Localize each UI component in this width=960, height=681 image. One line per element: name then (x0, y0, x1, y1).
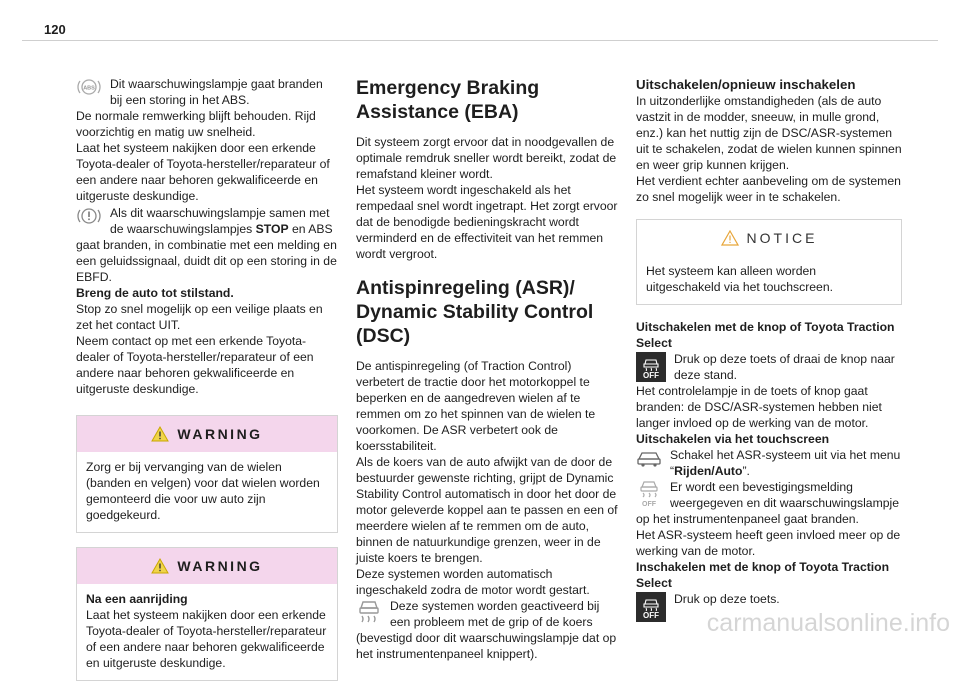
notice-box (636, 219, 902, 305)
warning-box-wheels (76, 415, 338, 533)
eba-title: Emergency Braking Assistance (EBA) (356, 77, 540, 123)
contact-dealer-text: Neem contact op met een erkende Toyota-dealer of Toyota-hersteller/reparateur of een andere naar behoren gekwalificeerde en uitgeruste deskundige. (76, 334, 314, 396)
off-label: OFF (643, 611, 659, 620)
normal-braking-text: De normale remwerking blijft behouden. Rijd voorzichtig en matig uw snelheid. (76, 109, 316, 139)
warning-body (77, 584, 337, 680)
svg-text:OFF: OFF (642, 501, 656, 508)
warning-header (77, 416, 337, 452)
collision-heading: Na een aanrijding (86, 592, 188, 606)
column-left (76, 76, 338, 681)
car-icon (636, 448, 662, 468)
notice-triangle-icon (721, 230, 739, 246)
abs-warning-item (76, 76, 338, 108)
notice-header (637, 220, 901, 256)
notice-title: NOTICE (746, 230, 818, 246)
ebfd-text-post: en ABS gaat branden, in combinatie met een melding en een geluidssignaal, duidt dit op een storing in de EBFD. (76, 222, 337, 284)
traction-off-warning-icon (636, 480, 662, 508)
page-number: 120 (44, 22, 66, 37)
disable-section-title: Uitschakelen/opnieuw inschakelen (636, 77, 856, 92)
enable-text: Druk op deze toets. (674, 592, 780, 606)
asr-title: Antispinregeling (ASR)/ Dynamic Stability Control (DSC) (356, 277, 594, 347)
column-right (636, 76, 902, 622)
eba-paragraph-1: Dit systeem zorgt ervoor dat in noodgevallen de optimale remdruk sneller wordt bereikt, zodat de remafstand kleiner wordt. (356, 135, 617, 181)
stop-label: STOP (255, 222, 289, 236)
abs-paragraph: Dit waarschuwingslampje gaat branden bij een storing in het ABS. (110, 77, 323, 107)
traction-off-icon (636, 352, 666, 382)
asr-paragraph-4: Deze systemen worden geactiveerd bij een probleem met de grip of de koers (bevestigd door dit waarschuwingslampje dat op het instrumentenpaneel knippert). (356, 599, 617, 661)
touch-text-pre: Schakel het ASR-systeem uit via het menu “ (670, 448, 901, 478)
disable-paragraph-1: In uitzonderlijke omstandigheden (als de auto vastzit in de modder, sneeuw, in mulle grond, enz.) kan het nuttig zijn de DSC/ASR-systemen uit te schakelen, zodat de wielen kunnen spinnen en weer grip kunnen krijgen. (636, 94, 902, 172)
touch-text-post: ”. (742, 464, 750, 478)
abs-warning-icon (76, 77, 102, 97)
column-middle (356, 76, 620, 662)
header-rule (22, 40, 938, 41)
stop-heading: Breng de auto tot stilstand. (76, 286, 234, 300)
traction-off-icon (636, 592, 666, 622)
confirm-text: Er wordt een bevestigingsmelding weergegeven en dit waarschuwingslampje op het instrumentenpaneel gaat branden. (636, 480, 899, 526)
asr-paragraph-1: De antispinregeling (of Traction Control) verbetert de tractie door het motorkoppel te beperken en de aangedreven wielen af te remmen om zo het spinnen van de wielen te voorkomen. De ASR verbetert ook de koersstabiliteit. (356, 359, 596, 453)
knob-text: Druk op deze toets of draai de knop naar deze stand. (674, 352, 895, 382)
traction-warning-item (356, 598, 620, 662)
stop-text: Stop zo snel mogelijk op een veilige plaats en zet het contact UIT. (76, 302, 323, 332)
ebfd-text-pre: Als dit waarschuwingslampje samen met de waarschuwingslampjes (110, 206, 330, 236)
ebfd-warning-item (76, 205, 338, 285)
asr-influence-text: Het ASR-systeem heeft geen invloed meer op de werking van de motor. (636, 528, 901, 558)
warning-triangle-icon (151, 558, 169, 574)
collision-text: Laat het systeem nakijken door een erkende Toyota-dealer of Toyota-hersteller/reparateur of een andere naar behoren gekwalificeerde en uitgeruste deskundige. (86, 608, 327, 670)
touch-heading: Uitschakelen via het touchscreen (636, 432, 830, 446)
off-label: OFF (643, 371, 659, 380)
warning-title: WARNING (177, 558, 263, 574)
lamp-text: Het controlelampje in de toets of knop gaat branden: de DSC/ASR-systemen hebben niet langer invloed op de werking van de motor. (636, 384, 882, 430)
touch-item (636, 447, 902, 479)
knob-item (636, 351, 902, 383)
warning-triangle-icon (151, 426, 169, 442)
enable-heading: Inschakelen met de knop of Toyota Traction Select (636, 560, 890, 590)
brake-warning-icon (76, 206, 102, 226)
eba-paragraph-2: Het systeem wordt ingeschakeld als het rempedaal snel wordt ingetrapt. Het zorgt ervoor dat de benodigde bedieningskracht wordt verminderd en de effectiviteit van het remmen wordt vergroot. (356, 183, 618, 261)
warning-title: WARNING (177, 426, 263, 442)
svg-text:ABS: ABS (83, 85, 95, 92)
disable-paragraph-2: Het verdient echter aanbeveling om de systemen zo snel mogelijk weer in te schakelen. (636, 174, 901, 204)
check-dealer-text: Laat het systeem nakijken door een erkende Toyota-dealer of Toyota-hersteller/reparateur of een andere naar behoren gekwalificeerde en uitgeruste deskundige. (76, 141, 330, 203)
warning-box-collision (76, 547, 338, 681)
touch-menu-label: Rijden/Auto (674, 464, 743, 478)
warning-header (77, 548, 337, 584)
asr-paragraph-3: Deze systemen worden automatisch ingeschakeld zodra de motor wordt gestart. (356, 567, 590, 597)
knob-heading: Uitschakelen met de knop of Toyota Traction Select (636, 320, 895, 350)
warning-body: Zorg er bij vervanging van de wielen (banden en velgen) voor dat wielen worden gemonteerd die voor uw auto zijn goedgekeurd. (86, 460, 320, 522)
asr-paragraph-2: Als de koers van de auto afwijkt van de door de bestuurder gewenste richting, grijpt de Dynamic Stability Control automatisch in door het door de motor geleverde koppel aan te passen en een of meerdere wielen af te remmen om de auto, binnen de natuurkundige grenzen, weer in de juiste koers te brengen. (356, 455, 618, 565)
traction-control-icon (356, 599, 382, 625)
notice-body: Het systeem kan alleen worden uitgeschakeld via het touchscreen. (646, 264, 833, 294)
confirm-item (636, 479, 902, 527)
watermark: carmanualsonline.info (706, 609, 950, 637)
